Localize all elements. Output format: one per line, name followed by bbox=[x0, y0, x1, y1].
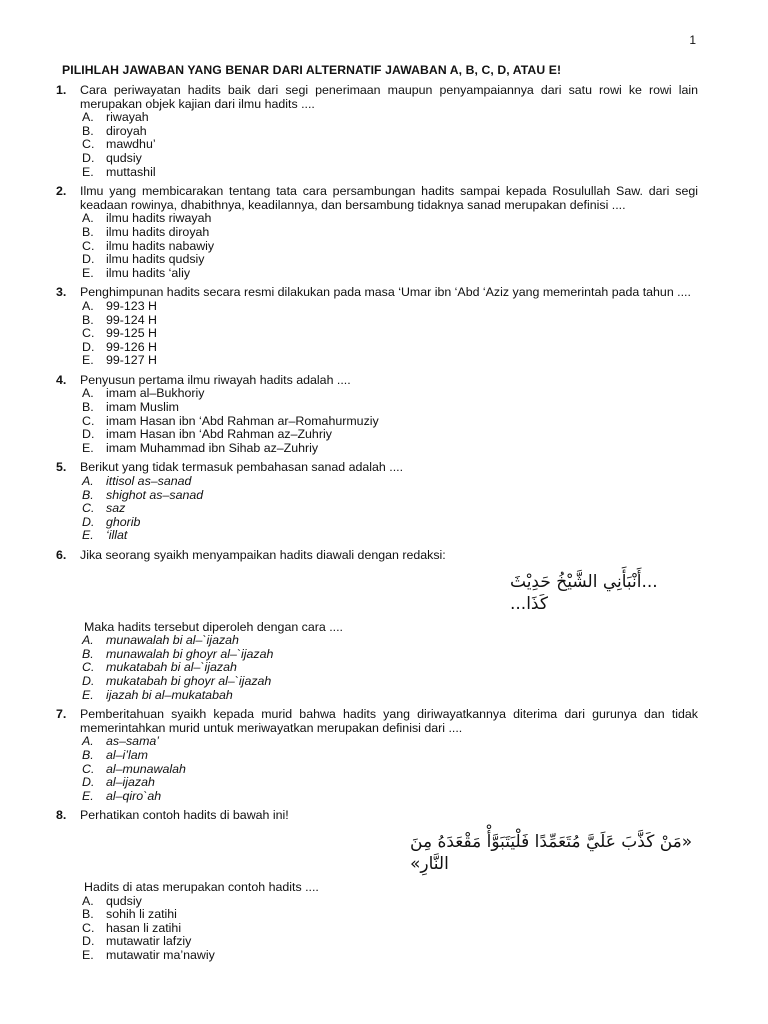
option-letter: C. bbox=[82, 238, 95, 253]
option-d[interactable] bbox=[80, 428, 698, 442]
option-text: 99-127 H bbox=[106, 353, 157, 368]
question-5 bbox=[56, 461, 698, 543]
question-followup: Hadits di atas merupakan contoh hadits .... bbox=[84, 879, 319, 894]
option-e[interactable] bbox=[80, 949, 698, 963]
option-text: munawalah bi al–`ijazah bbox=[106, 633, 239, 648]
option-list bbox=[80, 475, 698, 543]
option-letter: E. bbox=[82, 528, 94, 543]
option-text: qudsiy bbox=[106, 150, 142, 165]
option-text: sohih li zatihi bbox=[106, 907, 177, 922]
option-letter: E. bbox=[82, 265, 94, 280]
option-text: ijazah bi al–mukatabah bbox=[106, 687, 233, 702]
option-a[interactable] bbox=[80, 111, 698, 125]
option-letter: C. bbox=[82, 761, 95, 776]
option-text: imam Hasan ibn ‘Abd Rahman ar–Romahurmuziy bbox=[106, 413, 379, 428]
option-a[interactable] bbox=[80, 475, 698, 489]
option-c[interactable] bbox=[80, 661, 698, 675]
option-a[interactable] bbox=[80, 300, 698, 314]
option-letter: D. bbox=[82, 514, 95, 529]
option-list bbox=[80, 300, 698, 368]
option-d[interactable] bbox=[80, 341, 698, 355]
option-text: imam Hasan ibn ‘Abd Rahman az–Zuhriy bbox=[106, 427, 332, 442]
question-2 bbox=[56, 185, 698, 280]
option-letter: E. bbox=[82, 947, 94, 962]
option-text: imam Muhammad ibn Sihab az–Zuhriy bbox=[106, 440, 319, 455]
option-c[interactable] bbox=[80, 763, 698, 777]
option-text: al–i’lam bbox=[106, 747, 149, 762]
option-letter: B. bbox=[82, 747, 94, 762]
option-text: ilmu hadits diroyah bbox=[106, 224, 210, 239]
question-text: Penghimpunan hadits secara resmi dilakukan pada masa ‘Umar ibn ‘Abd ‘Aziz yang memerintah pada tahun .... bbox=[80, 285, 691, 300]
option-d[interactable] bbox=[80, 253, 698, 267]
question-number: 6. bbox=[56, 548, 67, 562]
option-e[interactable] bbox=[80, 442, 698, 456]
question-text: Ilmu yang membicarakan tentang tata cara persambungan hadits sampai kepada Rosulullah Saw. dari segi keadaan rowinya, dhabithnya, keadilannya, dan bersambung tidaknya sanad merupakan definisi .... bbox=[80, 184, 698, 212]
option-d[interactable] bbox=[80, 935, 698, 949]
option-text: mutawatir ma’nawiy bbox=[106, 947, 215, 962]
option-letter: C. bbox=[82, 326, 95, 341]
option-c[interactable] bbox=[80, 240, 698, 254]
option-c[interactable] bbox=[80, 138, 698, 152]
option-text: mukatabah bi ghoyr al–`ijazah bbox=[106, 673, 272, 688]
option-letter: A. bbox=[82, 633, 94, 648]
option-e[interactable] bbox=[80, 790, 698, 804]
option-c[interactable] bbox=[80, 415, 698, 429]
option-list bbox=[80, 111, 698, 179]
question-1 bbox=[56, 84, 698, 179]
option-letter: A. bbox=[82, 298, 94, 313]
option-b[interactable] bbox=[80, 648, 698, 662]
option-letter: E. bbox=[82, 164, 94, 179]
option-list bbox=[80, 387, 698, 455]
question-3 bbox=[56, 286, 698, 368]
question-4 bbox=[56, 374, 698, 456]
option-text: 99-125 H bbox=[106, 326, 157, 341]
question-8 bbox=[56, 809, 698, 962]
option-e[interactable] bbox=[80, 354, 698, 368]
option-letter: C. bbox=[82, 660, 95, 675]
option-list bbox=[80, 735, 698, 803]
instruction-heading: PILIHLAH JAWABAN YANG BENAR DARI ALTERNATIF JAWABAN A, B, C, D, ATAU E! bbox=[62, 63, 562, 77]
option-letter: A. bbox=[82, 211, 94, 226]
question-7 bbox=[56, 708, 698, 803]
option-text: ilmu hadits qudsiy bbox=[106, 252, 205, 267]
option-a[interactable] bbox=[80, 212, 698, 226]
option-text: diroyah bbox=[106, 123, 147, 138]
option-letter: D. bbox=[82, 339, 95, 354]
option-text: ghorib bbox=[106, 514, 141, 529]
option-b[interactable] bbox=[80, 314, 698, 328]
option-b[interactable] bbox=[80, 908, 698, 922]
option-text: mawdhu’ bbox=[106, 137, 156, 152]
option-d[interactable] bbox=[80, 776, 698, 790]
question-number: 5. bbox=[56, 460, 67, 475]
question-list bbox=[56, 84, 698, 968]
option-letter: D. bbox=[82, 150, 95, 165]
option-e[interactable] bbox=[80, 166, 698, 180]
option-e[interactable] bbox=[80, 529, 698, 543]
option-letter: A. bbox=[82, 110, 94, 125]
option-b[interactable] bbox=[80, 226, 698, 240]
option-list bbox=[80, 212, 698, 280]
option-a[interactable] bbox=[80, 735, 698, 749]
option-letter: B. bbox=[82, 400, 94, 415]
option-text: 99-123 H bbox=[106, 298, 157, 313]
page-number: 1 bbox=[689, 33, 696, 47]
arabic-hadith-text: «مَنْ كَذَّبَ عَلَيَّ مُتَعَمِّدًا فَلْيَتَبَوَّأْ مَقْعَدَهُ مِنَ النَّارِ» bbox=[410, 831, 693, 874]
question-number: 1. bbox=[56, 83, 67, 97]
question-number: 4. bbox=[56, 372, 67, 387]
question-text: Pemberitahuan syaikh kepada murid bahwa hadits yang diriwayatkannya diterima dari gurunya dan tidak memerintahkan murid untuk meriwayatkan merupakan definisi dari .... bbox=[80, 707, 698, 735]
option-letter: E. bbox=[82, 687, 94, 702]
option-letter: E. bbox=[82, 788, 94, 803]
option-d[interactable] bbox=[80, 152, 698, 166]
option-text: ‘illat bbox=[106, 528, 128, 543]
option-text: hasan li zatihi bbox=[106, 920, 182, 935]
option-letter: B. bbox=[82, 646, 94, 661]
option-letter: D. bbox=[82, 427, 95, 442]
option-letter: A. bbox=[82, 893, 94, 908]
question-number: 8. bbox=[56, 808, 67, 823]
option-letter: B. bbox=[82, 123, 94, 138]
option-letter: E. bbox=[82, 440, 94, 455]
option-a[interactable] bbox=[80, 387, 698, 401]
option-text: munawalah bi ghoyr al–`ijazah bbox=[106, 646, 274, 661]
option-text: 99-126 H bbox=[106, 339, 157, 354]
option-text: mutawatir lafziy bbox=[106, 934, 192, 949]
option-text: al–munawalah bbox=[106, 761, 186, 776]
option-text: ilmu hadits nabawiy bbox=[106, 238, 215, 253]
option-text: muttashil bbox=[106, 164, 156, 179]
option-letter: C. bbox=[82, 413, 95, 428]
option-letter: E. bbox=[82, 353, 94, 368]
option-c[interactable] bbox=[80, 327, 698, 341]
question-text: Berikut yang tidak termasuk pembahasan sanad adalah .... bbox=[80, 460, 404, 475]
option-text: al–ijazah bbox=[106, 775, 155, 790]
option-b[interactable] bbox=[80, 125, 698, 139]
option-text: imam Muslim bbox=[106, 400, 179, 415]
option-letter: C. bbox=[82, 501, 95, 516]
option-b[interactable] bbox=[80, 489, 698, 503]
option-letter: D. bbox=[82, 252, 95, 267]
question-number: 2. bbox=[56, 184, 67, 199]
option-b[interactable] bbox=[80, 749, 698, 763]
option-e[interactable] bbox=[80, 267, 698, 281]
option-e[interactable] bbox=[80, 689, 698, 703]
option-text: ittisol as–sanad bbox=[106, 474, 192, 489]
question-6 bbox=[56, 549, 698, 702]
option-c[interactable] bbox=[80, 922, 698, 936]
question-number: 7. bbox=[56, 707, 67, 722]
option-letter: D. bbox=[82, 775, 95, 790]
option-d[interactable] bbox=[80, 675, 698, 689]
option-letter: A. bbox=[82, 386, 94, 401]
option-text: al–qiro`ah bbox=[106, 788, 162, 803]
option-letter: A. bbox=[82, 734, 94, 749]
option-c[interactable] bbox=[80, 502, 698, 516]
option-text: qudsiy bbox=[106, 893, 142, 908]
option-list bbox=[80, 634, 698, 702]
option-text: ilmu hadits riwayah bbox=[106, 211, 212, 226]
option-text: ilmu hadits ‘aliy bbox=[106, 265, 191, 280]
option-letter: D. bbox=[82, 673, 95, 688]
option-b[interactable] bbox=[80, 401, 698, 415]
option-text: saz bbox=[106, 501, 126, 516]
question-followup: Maka hadits tersebut diperoleh dengan cara .... bbox=[84, 619, 343, 634]
option-letter: B. bbox=[82, 487, 94, 502]
option-letter: B. bbox=[82, 312, 94, 327]
question-text: Perhatikan contoh hadits di bawah ini! bbox=[80, 808, 289, 823]
option-text: shighot as–sanad bbox=[106, 487, 204, 502]
option-text: 99-124 H bbox=[106, 312, 157, 327]
option-letter: D. bbox=[82, 934, 95, 949]
option-letter: C. bbox=[82, 920, 95, 935]
question-text: Jika seorang syaikh menyampaikan hadits diawali dengan redaksi: bbox=[80, 548, 446, 562]
option-letter: B. bbox=[82, 907, 94, 922]
option-text: as–sama’ bbox=[106, 734, 160, 749]
question-text: Cara periwayatan hadits baik dari segi penerimaan maupun penyampaiannya dari satu rowi ke rowi lain merupakan objek kajian dari ilmu hadits .... bbox=[80, 83, 698, 111]
option-list bbox=[80, 895, 698, 963]
option-text: riwayah bbox=[106, 110, 149, 125]
question-number: 3. bbox=[56, 285, 67, 300]
option-a[interactable] bbox=[80, 634, 698, 648]
option-letter: A. bbox=[82, 474, 94, 489]
option-letter: C. bbox=[82, 137, 95, 152]
question-text: Penyusun pertama ilmu riwayah hadits adalah .... bbox=[80, 372, 351, 387]
option-text: imam al–Bukhoriy bbox=[106, 386, 205, 401]
option-d[interactable] bbox=[80, 516, 698, 530]
option-letter: B. bbox=[82, 224, 94, 239]
option-text: mukatabah bi al–`ijazah bbox=[106, 660, 237, 675]
arabic-text: ...أَنْبَأَنِي الشَّيْخُ حَدِيْثَ كَذَا... bbox=[510, 571, 658, 614]
option-a[interactable] bbox=[80, 895, 698, 909]
